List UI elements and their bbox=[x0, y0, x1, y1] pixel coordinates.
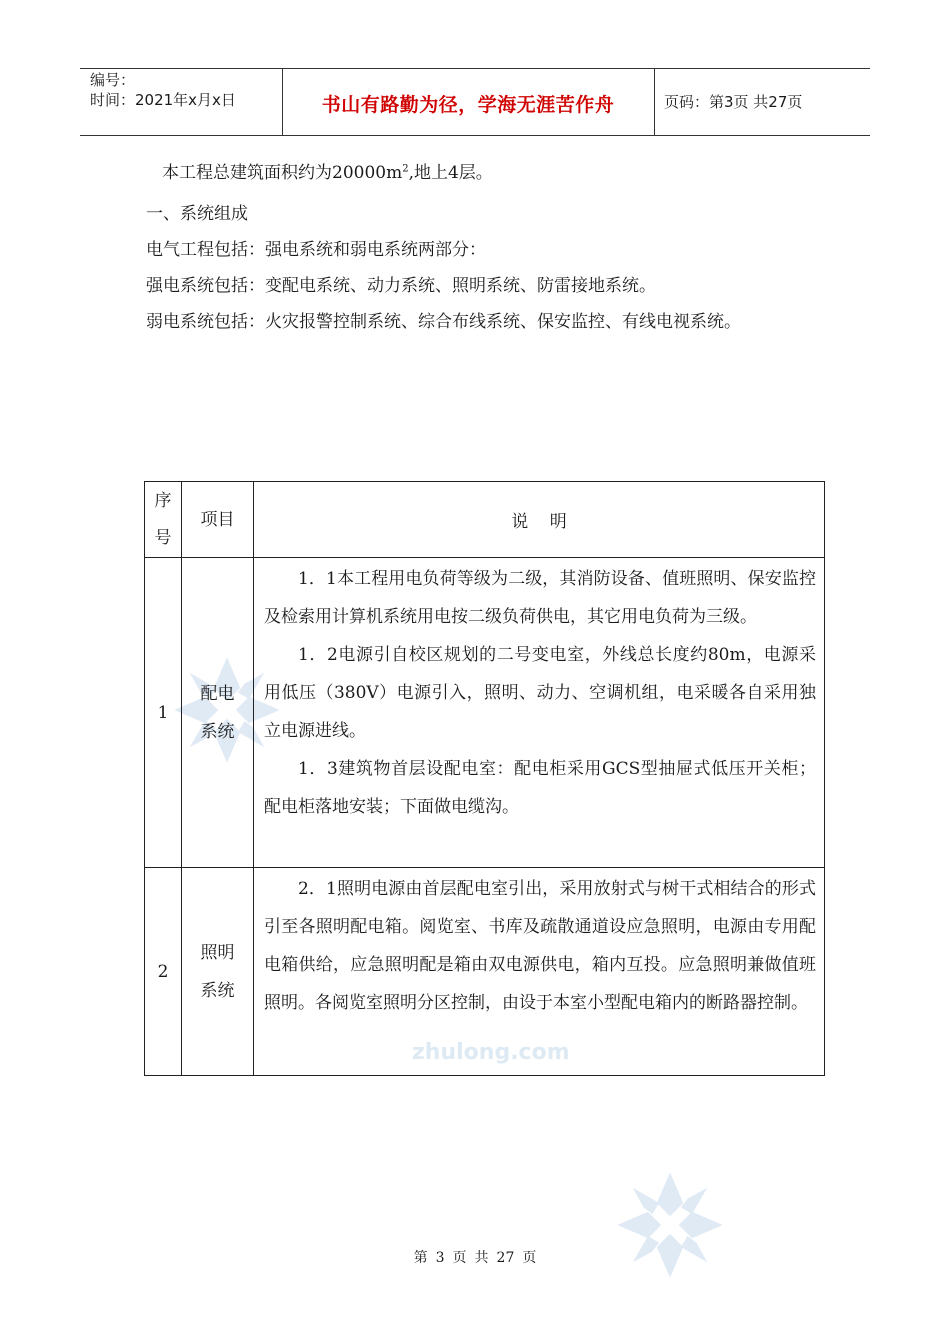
row-item bbox=[182, 868, 254, 1076]
row-item-line2: 系统 bbox=[200, 721, 235, 742]
paragraph-strong-current: 强电系统包括：变配电系统、动力系统、照明系统、防雷接地系统。 bbox=[146, 276, 656, 296]
area-suffix: ,地上4层。 bbox=[408, 163, 493, 183]
paragraph-electrical: 电气工程包括：强电系统和弱电系统两部分： bbox=[146, 240, 486, 260]
area-paragraph bbox=[162, 158, 493, 183]
paragraph-weak-current: 弱电系统包括：火灾报警控制系统、综合布线系统、保安监控、有线电视系统。 bbox=[146, 312, 741, 332]
header-motto: 书山有路勤为径，学海无涯苦作舟 bbox=[321, 94, 615, 116]
header-no-line2: 号 bbox=[154, 527, 172, 548]
system-table bbox=[144, 481, 825, 1076]
row-number: 1 bbox=[145, 558, 182, 868]
header-desc-text: 说 明 bbox=[511, 512, 567, 532]
date-line: 时间：2021年x月x日 bbox=[90, 91, 236, 109]
row-description bbox=[254, 558, 825, 868]
desc-paragraph: 1．3建筑物首层设配电室：配电柜采用GCS型抽屉式低压开关柜；配电柜落地安装；下面做电缆沟。 bbox=[264, 759, 816, 817]
watermark-text: zhulong.com bbox=[412, 1040, 570, 1065]
header-bottom-rule bbox=[80, 135, 870, 136]
section-heading: 一、系统组成 bbox=[146, 204, 248, 224]
header-top-rule bbox=[80, 68, 870, 69]
row-item-line1: 照明 bbox=[200, 942, 235, 963]
row-item-line2: 系统 bbox=[200, 980, 235, 1001]
row-number: 2 bbox=[145, 868, 182, 1076]
header-divider-right bbox=[654, 68, 655, 136]
row-item bbox=[182, 558, 254, 868]
footer-word: 共 bbox=[474, 1250, 489, 1266]
row-item-line1: 配电 bbox=[200, 683, 235, 704]
header-item: 项目 bbox=[182, 482, 254, 558]
area-text: 本工程总建筑面积约为20000m bbox=[162, 163, 403, 183]
header-no-line1: 序 bbox=[154, 490, 172, 511]
header-meta bbox=[90, 70, 236, 110]
header-desc bbox=[254, 482, 825, 558]
footer-total-pages: 27 bbox=[496, 1250, 515, 1266]
header-no bbox=[145, 482, 182, 558]
table-row bbox=[145, 558, 825, 868]
area-unit-sup: 2 bbox=[402, 163, 409, 175]
footer-page-number: 3 bbox=[435, 1250, 445, 1266]
footer-word: 第 bbox=[413, 1250, 428, 1266]
footer-word: 页 bbox=[522, 1250, 537, 1266]
desc-paragraph: 2．1照明电源由首层配电室引出，采用放射式与树干式相结合的形式引至各照明配电箱。阅览室、书库及疏散通道设应急照明，电源由专用配电箱供给，应急照明配是箱由双电源供电，箱内互投。应急照明兼做值班照明。各阅览室照明分区控制，由设于本室小型配电箱内的断路器控制。 bbox=[264, 879, 816, 1013]
table-header-row bbox=[145, 482, 825, 558]
header-page-info: 页码：第3页 共27页 bbox=[664, 93, 803, 111]
page-footer bbox=[0, 1247, 950, 1267]
serial-label: 编号： bbox=[90, 71, 136, 89]
desc-paragraph: 1．2电源引自校区规划的二号变电室，外线总长度约80m，电源采用低压（380V）电源引入，照明、动力、空调机组，电采暖各自采用独立电源进线。 bbox=[264, 645, 816, 741]
footer-word: 页 bbox=[452, 1250, 467, 1266]
desc-paragraph: 1．1本工程用电负荷等级为二级，其消防设备、值班照明、保安监控及检索用计算机系统用电按二级负荷供电，其它用电负荷为三级。 bbox=[264, 569, 816, 627]
